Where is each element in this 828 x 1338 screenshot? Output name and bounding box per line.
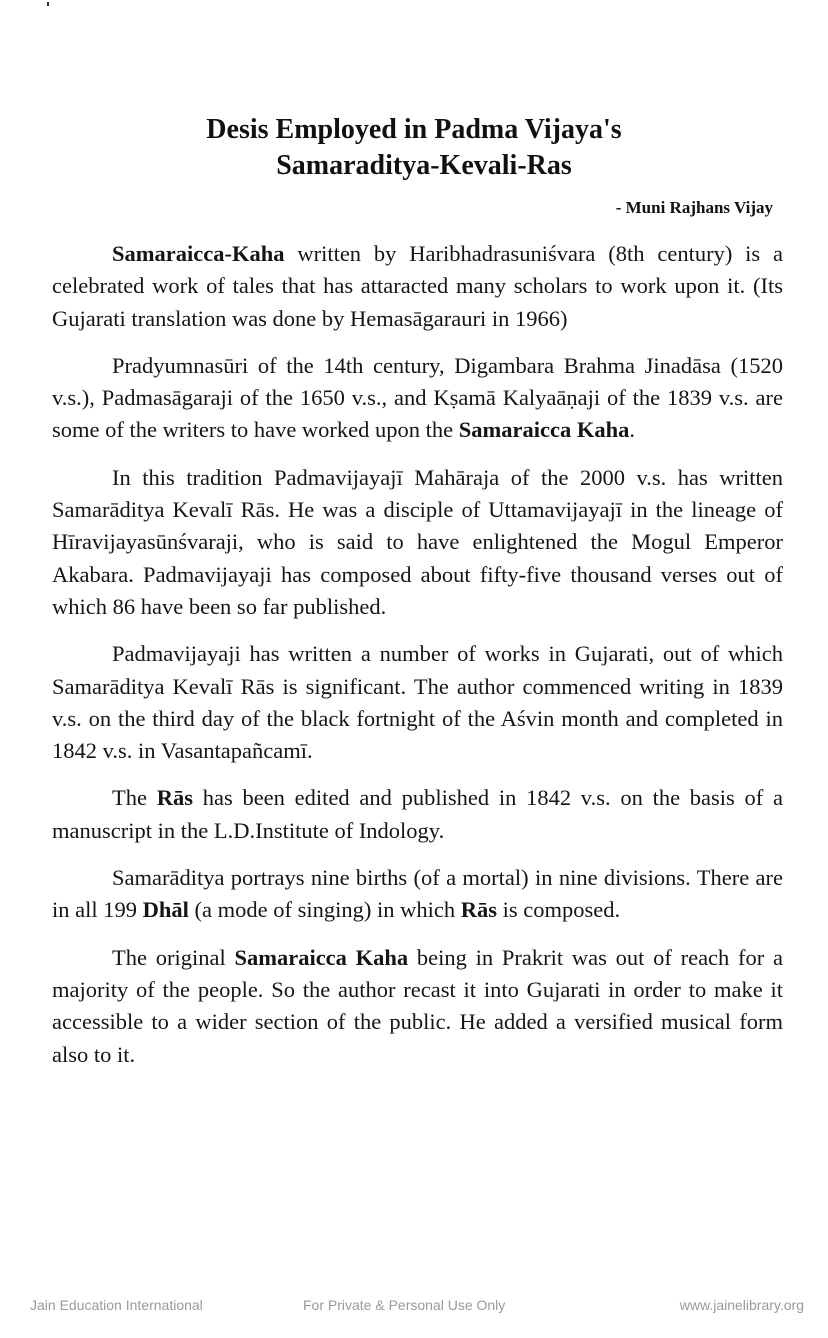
paragraph-text: The original bbox=[112, 944, 235, 970]
paragraph-text: Pradyumnasūri of the 14th century, Digambara Brahma Jinadāsa (1520 v.s.), Padmasāgaraji of the 1650 v.s., and Kṣamā Kalyaāṇaji of the 1839 v.s. are some of the writers to have worked upon the bbox=[52, 352, 783, 443]
footer-publisher: Jain Education International bbox=[30, 1297, 203, 1313]
paragraph-text: is composed. bbox=[496, 897, 621, 923]
bold-term: Rās bbox=[156, 785, 193, 811]
paragraph-text: (a mode of singing) in which bbox=[188, 897, 461, 923]
paragraph-3 bbox=[52, 462, 783, 623]
scan-mark bbox=[46, 0, 52, 6]
paragraph-5 bbox=[52, 782, 783, 847]
paragraph-text: Samarāditya portrays nine births (of a mortal) in nine divisions. There are in all 199 bbox=[52, 865, 783, 923]
paragraph-6 bbox=[52, 862, 783, 927]
article-body bbox=[52, 238, 783, 1086]
bold-term: Samaraicca Kaha bbox=[458, 417, 630, 443]
scan-speck-icon bbox=[46, 2, 52, 8]
footer-usage-note: For Private & Personal Use Only bbox=[303, 1297, 506, 1313]
paragraph-2 bbox=[52, 350, 783, 447]
paragraph-7 bbox=[52, 942, 783, 1071]
paragraph-text: being in Prakrit was out of reach for a majority of the people. So the author recast it into Gujarati in order to make it accessible to a wider section of the public. He added a versified musical form also to it. bbox=[52, 944, 784, 1067]
bold-term: Dhāl bbox=[142, 897, 189, 923]
bold-term: Samaraicca Kaha bbox=[234, 944, 409, 970]
paragraph-text: The bbox=[112, 785, 157, 811]
bold-term: Rās bbox=[460, 897, 497, 923]
article-title-line-1: Desis Employed in Padma Vijaya's bbox=[206, 114, 622, 145]
paragraph-text: has been edited and published in 1842 v.s. on the basis of a manuscript in the L.D.Institute of Indology. bbox=[52, 785, 783, 843]
footer-website-link[interactable]: www.jainelibrary.org bbox=[679, 1297, 804, 1313]
paragraph-text: In this tradition Padmavijayajī Mahāraja of the 2000 v.s. has written Samarāditya Kevalī Rās. He was a disciple of Uttamavijayajī in the lineage of Hīravijayasūnśvaraji, who is said to have enlightened the Mogul Emperor Akabara. Padmavijayaji has composed about fifty-five thousand verses out of which 86 have been so far published. bbox=[52, 464, 783, 619]
paragraph-text: Padmavijayaji has written a number of works in Gujarati, out of which Samarāditya Kevalī Rās is significant. The author commenced writing in 1839 v.s. on the third day of the black fortnight of the Aśvin month and completed in 1842 v.s. in Vasantapañcamī. bbox=[52, 641, 783, 764]
paragraph-1 bbox=[52, 238, 783, 335]
paragraph-4 bbox=[52, 638, 783, 767]
paragraph-text: . bbox=[629, 417, 636, 443]
author-byline: - Muni Rajhans Vijay bbox=[615, 198, 773, 217]
bold-term: Samaraicca-Kaha bbox=[112, 241, 285, 266]
article-title-line-2: Samaraditya-Kevali-Ras bbox=[276, 150, 572, 181]
paragraph-text: written by Haribhadrasuniśvara (8th century) is a celebrated work of tales that has attaracted many scholars to work upon it. (Its Gujarati translation was done by Hemasāgarauri in 1966) bbox=[52, 241, 783, 331]
